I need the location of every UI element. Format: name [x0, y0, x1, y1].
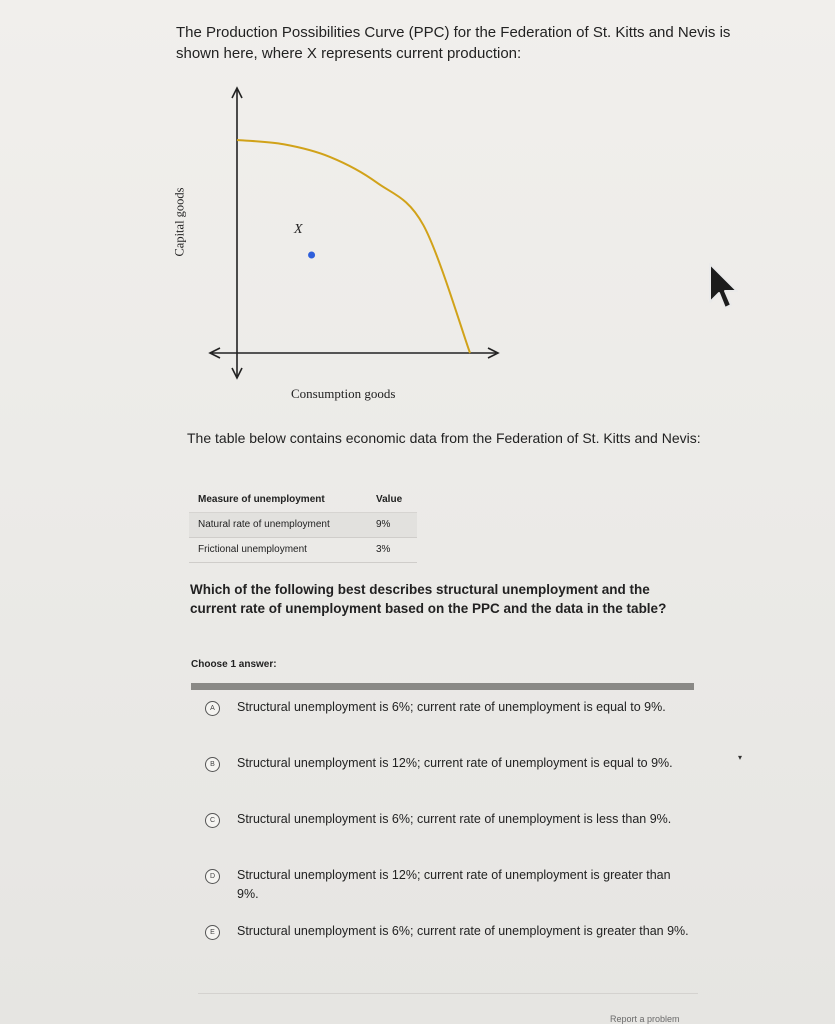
option-letter-badge[interactable]: E — [205, 925, 220, 940]
answer-option-a[interactable] — [200, 698, 700, 754]
choose-label: Choose 1 answer: — [191, 659, 277, 670]
table-header-row — [189, 488, 417, 513]
table-header-measure: Measure of unemployment — [198, 494, 325, 505]
ppc-curve — [237, 140, 470, 353]
progress-bar-fill — [191, 683, 694, 690]
y-axis-label: Capital goods — [172, 187, 187, 257]
table-cell-measure: Natural rate of unemployment — [198, 519, 330, 530]
mouse-cursor-icon — [706, 262, 740, 312]
option-letter-badge[interactable]: C — [205, 813, 220, 828]
option-letter-badge[interactable]: A — [205, 701, 220, 716]
small-pointer-icon: ▾ — [738, 753, 743, 762]
divider — [198, 993, 698, 994]
table-row — [189, 538, 417, 563]
point-x-marker — [308, 252, 315, 259]
ppc-chart — [170, 80, 530, 410]
table-row — [189, 513, 417, 538]
answer-option-c[interactable] — [200, 810, 700, 866]
unemployment-table — [189, 488, 417, 563]
table-header-value: Value — [376, 494, 403, 505]
progress-bar — [191, 683, 694, 690]
answer-option-d[interactable] — [200, 866, 700, 922]
intro-text: The Production Possibilities Curve (PPC) for the Federation of St. Kitts and Nevis is shown here, where X represents current production: — [176, 24, 731, 62]
answer-option-e[interactable] — [200, 922, 700, 978]
table-cell-value: 9% — [376, 519, 391, 530]
report-problem-link[interactable]: Report a problem — [610, 1014, 680, 1024]
option-text[interactable]: Structural unemployment is 6%; current rate of unemployment is less than 9%. — [237, 812, 672, 826]
point-x-label: X — [294, 222, 303, 237]
option-text[interactable]: Structural unemployment is 12%; current rate of unemployment is greater than 9%. — [237, 868, 671, 901]
answer-option-b[interactable] — [200, 754, 700, 810]
table-cell-measure: Frictional unemployment — [198, 544, 307, 555]
question-text: Which of the following best describes structural unemployment and the current rate of unemployment based on the PPC and the data in the table? — [190, 582, 667, 616]
option-letter-badge[interactable]: B — [205, 757, 220, 772]
option-text[interactable]: Structural unemployment is 12%; current rate of unemployment is equal to 9%. — [237, 756, 673, 770]
table-intro-text: The table below contains economic data from the Federation of St. Kitts and Nevis: — [187, 430, 701, 446]
answer-options — [200, 698, 700, 978]
option-text[interactable]: Structural unemployment is 6%; current rate of unemployment is equal to 9%. — [237, 700, 666, 714]
option-text[interactable]: Structural unemployment is 6%; current rate of unemployment is greater than 9%. — [237, 924, 689, 938]
option-letter-badge[interactable]: D — [205, 869, 220, 884]
x-axis-label: Consumption goods — [291, 386, 396, 401]
table-cell-value: 3% — [376, 544, 391, 555]
